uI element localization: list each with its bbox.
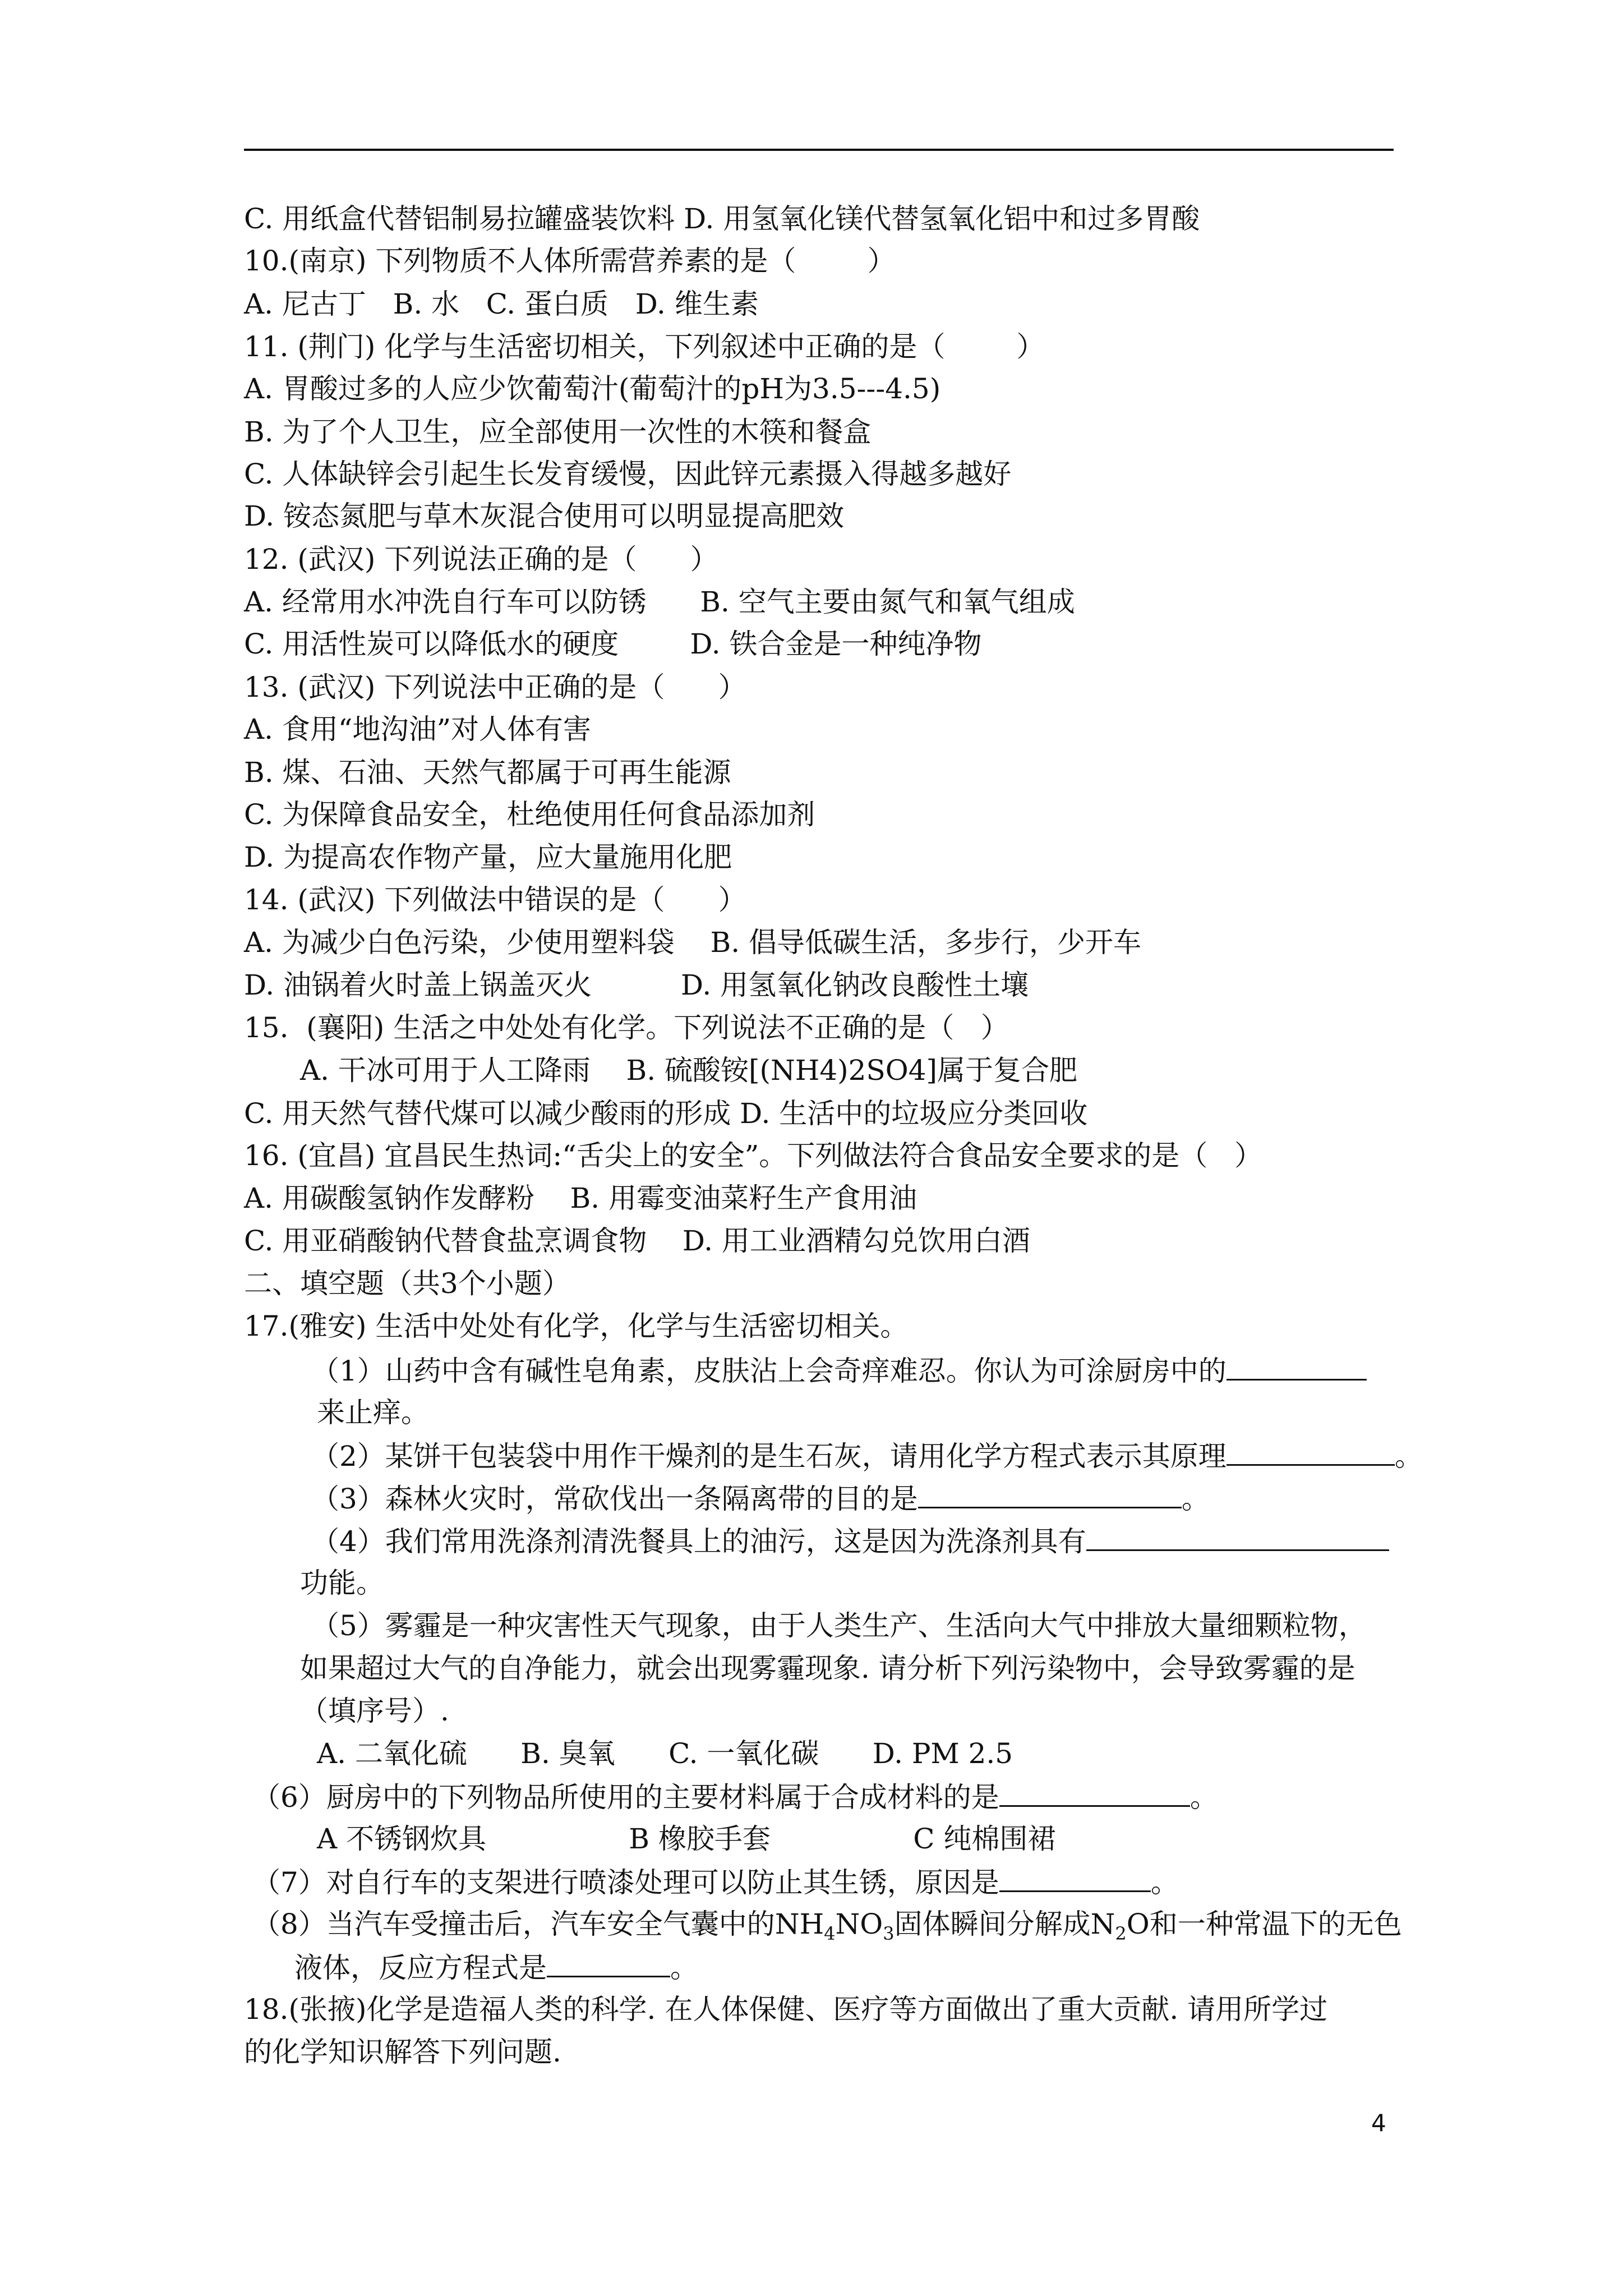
question-16: 16. (宜昌) 宜昌民生热词:“舌尖上的安全”。下列做法符合食品安全要求的是（ ）: [244, 1139, 1262, 1172]
question-15-options-ab: A. 干冰可用于人工降雨 B. 硫酸铵[(NH4)2SO4]属于复合肥: [300, 1054, 1078, 1087]
question-17-part-6: （6）厨房中的下列物品所使用的主要材料属于合成材料的是 。: [252, 1779, 1218, 1814]
question-17-part-5-options: A. 二氧化硫 B. 臭氧 C. 一氧化碳 D. PM 2.5: [317, 1737, 1013, 1770]
formula-nh4no3: $NH_4NO_3$: [774, 1908, 895, 1944]
question-16-options-cd: C. 用亚硝酸钠代替食盐烹调食物 D. 用工业酒精勾兑饮用白酒: [244, 1225, 1030, 1257]
question-17-part-1-cont: 来止痒。: [317, 1396, 429, 1429]
question-17: 17.(雅安) 生活中处处有化学，化学与生活密切相关。: [244, 1310, 909, 1342]
question-13-option-b: B. 煤、石油、天然气都属于可再生能源: [244, 756, 731, 789]
answer-blank[interactable]: [918, 1481, 1182, 1508]
question-10-options: A. 尼古丁 B. 水 C. 蛋白质 D. 维生素: [244, 288, 759, 320]
question-17-part-5-cont: 如果超过大气的自净能力，就会出现雾霾现象. 请分析下列污染物中，会导致雾霾的是: [300, 1652, 1355, 1685]
section-heading: 二、填空题（共3个小题）: [244, 1267, 570, 1300]
question-18-cont: 的化学知识解答下列问题.: [244, 2036, 561, 2068]
question-12-options-ab: A. 经常用水冲洗自行车可以防锈 B. 空气主要由氮气和氧气组成: [244, 586, 1075, 618]
question-11-option-c: C. 人体缺锌会引起生长发育缓慢，因此锌元素摄入得越多越好: [244, 458, 1012, 490]
question-14: 14. (武汉) 下列做法中错误的是（ ）: [244, 884, 746, 916]
question-16-options-ab: A. 用碳酸氢钠作发酵粉 B. 用霉变油菜籽生产食用油: [244, 1182, 917, 1214]
answer-blank[interactable]: [1086, 1524, 1389, 1551]
question-17-part-4: （4）我们常用洗涤剂清洗餐具上的油污，这是因为洗涤剂具有: [311, 1524, 1389, 1558]
header-rule: [244, 149, 1394, 151]
question-15: 15. (襄阳) 生活之中处处有化学。下列说法不正确的是（ ）: [244, 1011, 1009, 1044]
question-10: 10.(南京) 下列物质不人体所需营养素的是（ ）: [244, 245, 896, 277]
question-11-option-a: A. 胃酸过多的人应少饮葡萄汁(葡萄汁的pH为3.5---4.5): [244, 372, 941, 405]
answer-blank[interactable]: [547, 1950, 670, 1977]
answer-blank[interactable]: [1227, 1353, 1367, 1381]
question-11: 11. (荆门) 化学与生活密切相关，下列叙述中正确的是（ ）: [244, 330, 1045, 363]
question-17-part-6-options: A 不锈钢炊具 B 橡胶手套 C 纯棉围裙: [317, 1823, 1056, 1855]
answer-blank[interactable]: [999, 1865, 1151, 1892]
question-17-part-4-cont: 功能。: [300, 1567, 384, 1599]
question-13-option-c: C. 为保障食品安全，杜绝使用任何食品添加剂: [244, 798, 815, 831]
question-13-option-d: D. 为提高农作物产量，应大量施用化肥: [244, 841, 732, 873]
question-11-option-d: D. 铵态氮肥与草木灰混合使用可以明显提高肥效: [244, 500, 845, 532]
question-13: 13. (武汉) 下列说法中正确的是（ ）: [244, 671, 746, 703]
question-15-options-cd: C. 用天然气替代煤可以减少酸雨的形成 D. 生活中的垃圾应分类回收: [244, 1097, 1088, 1130]
question-14-options-ab: A. 为减少白色污染，少使用塑料袋 B. 倡导低碳生活，多步行，少开车: [244, 926, 1141, 959]
question-11-option-b: B. 为了个人卫生，应全部使用一次性的木筷和餐盒: [244, 416, 872, 448]
formula-n2o: $N_2O$: [1090, 1908, 1150, 1944]
question-17-part-8: （8）当汽车受撞击后，汽车安全气囊中的$NH_4NO_3$固体瞬间分解成$N_2O$和一种常温下的无色: [252, 1908, 1402, 1944]
question-17-part-7: （7）对自行车的支架进行喷漆处理可以防止其生锈，原因是 。: [252, 1865, 1179, 1899]
question-17-part-5-note: （填序号）.: [300, 1695, 449, 1727]
question-12-options-cd: C. 用活性炭可以降低水的硬度 D. 铁合金是一种纯净物: [244, 628, 982, 660]
answer-blank[interactable]: [1227, 1438, 1395, 1466]
page-number: 4: [1371, 2109, 1386, 2137]
question-17-part-5: （5）雾霾是一种灾害性天气现象，由于人类生产、生活向大气中排放大量细颗粒物，: [311, 1609, 1367, 1642]
answer-blank[interactable]: [999, 1779, 1190, 1807]
question-12: 12. (武汉) 下列说法正确的是（ ）: [244, 543, 718, 576]
question-13-option-a: A. 食用“地沟油”对人体有害: [244, 713, 592, 746]
question-17-part-8-cont: 液体，反应方程式是 。: [294, 1950, 698, 1985]
question-17-part-3: （3）森林火灾时，常砍伐出一条隔离带的目的是 。: [311, 1481, 1210, 1516]
question-17-part-1: （1）山药中含有碱性皂角素，皮肤沾上会奇痒难忍。你认为可涂厨房中的: [311, 1353, 1367, 1388]
text-line: C. 用纸盒代替铝制易拉罐盛装饮料 D. 用氢氧化镁代替氢氧化铝中和过多胃酸: [244, 203, 1200, 235]
question-14-options-cd: D. 油锅着火时盖上锅盖灭火 D. 用氢氧化钠改良酸性土壤: [244, 969, 1029, 1001]
question-17-part-2: （2）某饼干包装袋中用作干燥剂的是生石灰，请用化学方程式表示其原理 。: [311, 1438, 1423, 1473]
question-18: 18.(张掖)化学是造福人类的科学. 在人体保健、医疗等方面做出了重大贡献. 请用所学过: [244, 1993, 1328, 2026]
